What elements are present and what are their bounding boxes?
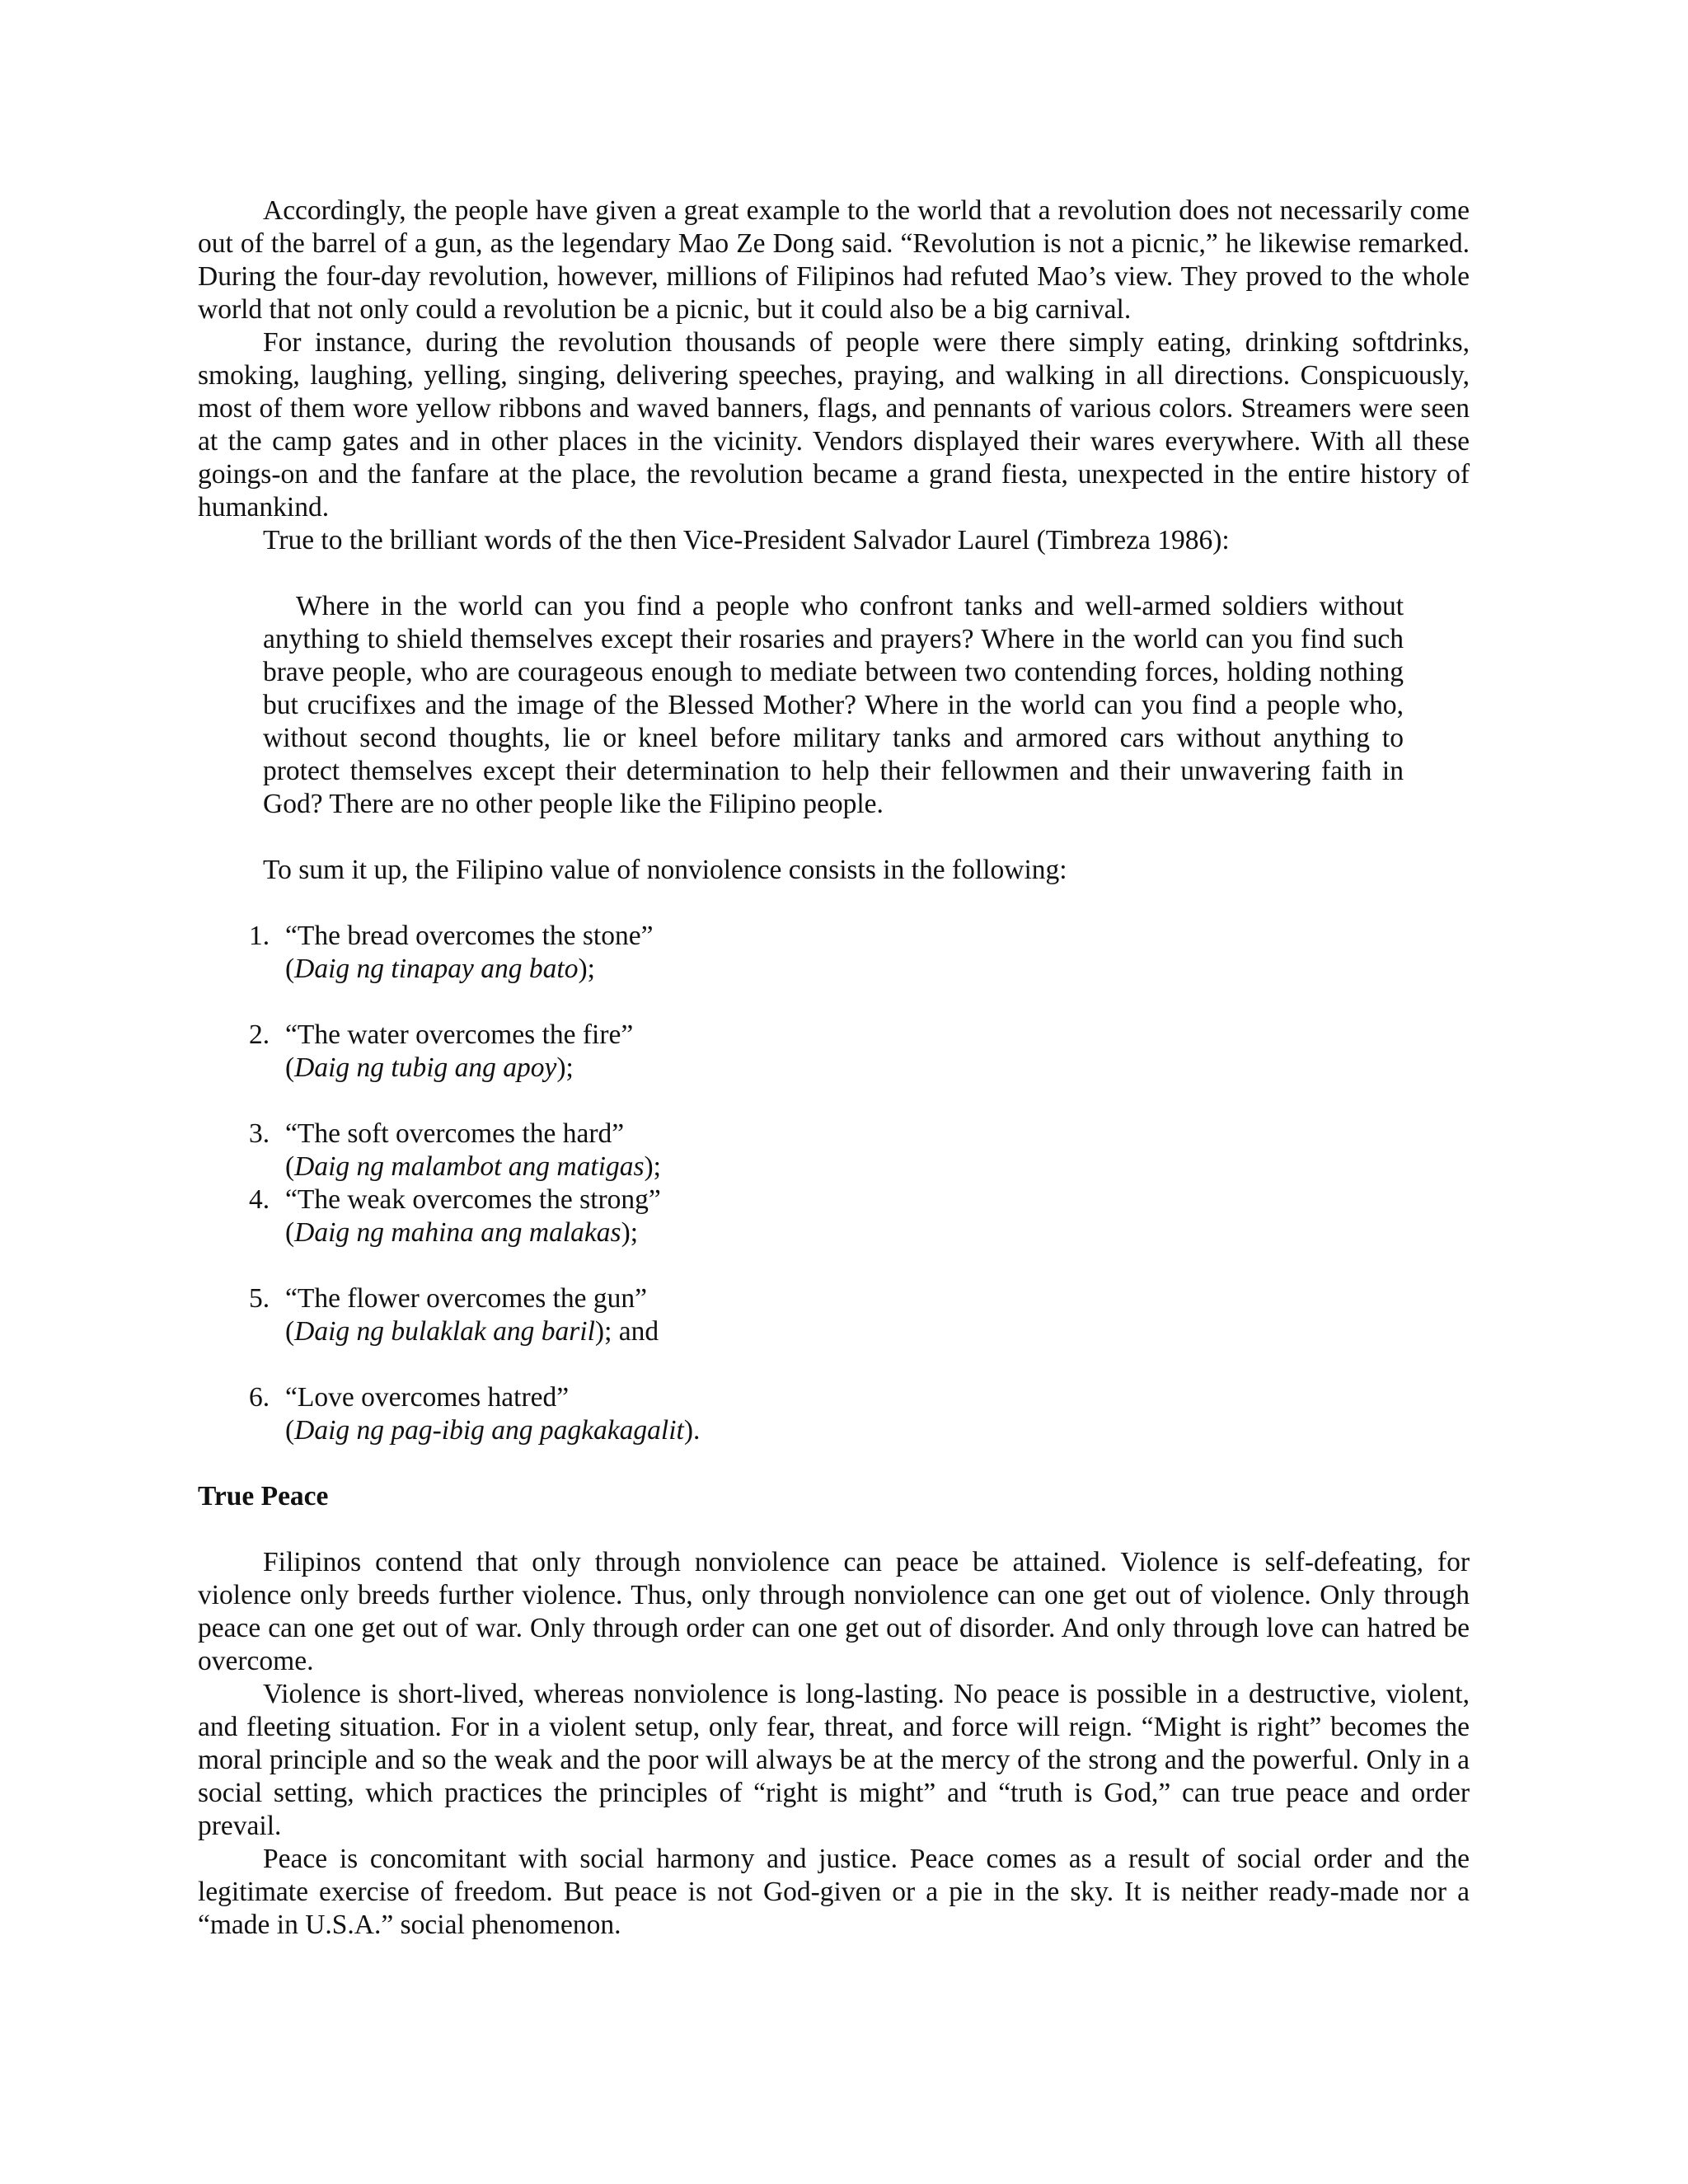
list-item — [198, 1381, 1470, 1447]
intro-paragraph: True to the brilliant words of the then Vice-President Salvador Laurel (Timbreza 1986): — [263, 525, 1230, 555]
list-item — [198, 920, 1470, 986]
saying-filipino: Daig ng malambot ang matigas — [294, 1151, 645, 1182]
saying-english: “The weak overcomes the strong” — [285, 1184, 661, 1215]
list-item-number: 3. — [249, 1118, 270, 1149]
saying-filipino: Daig ng mahina ang malakas — [294, 1217, 621, 1248]
saying-english: “The flower overcomes the gun” — [285, 1283, 648, 1314]
list-item — [198, 1019, 1470, 1085]
saying-filipino-line: (Daig ng malambot ang matigas); — [285, 1151, 661, 1182]
sayings-list — [198, 920, 1470, 1447]
saying-filipino: Daig ng bulaklak ang baril — [294, 1316, 595, 1347]
summary-intro: To sum it up, the Filipino value of nonviolence consists in the following: — [263, 855, 1067, 885]
section-paragraph: Peace is concomitant with social harmony and justice. Peace comes as a result of social order and the legitimate exercise of freedom. But peace is not God-given or a pie in the sky. It is neither ready-made nor a “made in U.S.A.” social phenomenon. — [198, 1844, 1470, 1940]
section-paragraph: Violence is short-lived, whereas nonviolence is long-lasting. No peace is possible in a destructive, violent, and fleeting situation. For in a violent setup, only fear, threat, and force will reign. “Might is right” becomes the moral principle and so the weak and the poor will always be at the mercy of the strong and the powerful. Only in a social setting, which practices the principles of “right is might” and “truth is God,” can true peace and order prevail. — [198, 1679, 1470, 1841]
list-item — [198, 1183, 1470, 1249]
intro-paragraph: For instance, during the revolution thousands of people were there simply eating, drinking softdrinks, smoking, laughing, yelling, singing, delivering speeches, praying, and walking in all directions. Conspicuously, most of them wore yellow ribbons and waved banners, flags, and pennants of various colors. Streamers were seen at the camp gates and in other places in the vicinity. Vendors displayed their wares everywhere. With all these goings-on and the fanfare at the place, the revolution became a grand fiesta, unexpected in the entire history of humankind. — [198, 327, 1470, 523]
list-item-number: 4. — [249, 1184, 270, 1215]
block-quote: Where in the world can you find a people who confront tanks and well-armed soldiers without anything to shield themselves except their rosaries and prayers? Where in the world can you find such brave people, who are courageous enough to mediate between two contending forces, holding nothing but crucifixes and the image of the Blessed Mother? Where in the world can you find a people who, without second thoughts, lie or kneel before military tanks and armored cars without anything to protect themselves except their determination to help their fellowmen and their unwavering faith in God? There are no other people like the Filipino people. — [263, 591, 1404, 819]
list-item-number: 1. — [249, 921, 270, 951]
list-item-number: 5. — [249, 1283, 270, 1314]
saying-filipino-line: (Daig ng mahina ang malakas); — [285, 1217, 639, 1248]
saying-filipino-line: (Daig ng pag-ibig ang pagkakagalit). — [285, 1415, 701, 1446]
saying-filipino: Daig ng tinapay ang bato — [294, 954, 579, 984]
saying-english: “Love overcomes hatred” — [285, 1382, 570, 1413]
list-item — [198, 1282, 1470, 1348]
list-item-number: 2. — [249, 1019, 270, 1050]
section-heading: True Peace — [198, 1481, 329, 1511]
saying-filipino-line: (Daig ng tubig ang apoy); — [285, 1052, 574, 1083]
saying-english: “The soft overcomes the hard” — [285, 1118, 625, 1149]
saying-filipino: Daig ng tubig ang apoy — [294, 1052, 557, 1083]
list-item-number: 6. — [249, 1382, 270, 1413]
saying-english: “The bread overcomes the stone” — [285, 921, 654, 951]
section-paragraph: Filipinos contend that only through nonviolence can peace be attained. Violence is self-defeating, for violence only breeds further violence. Thus, only through nonviolence can one get out of violence. Only through peace can one get out of war. Only through order can one get out of disorder. And only through love can hatred be overcome. — [198, 1547, 1470, 1676]
saying-filipino: Daig ng pag-ibig ang pagkakagalit — [294, 1415, 684, 1446]
saying-filipino-line: (Daig ng tinapay ang bato); — [285, 954, 595, 984]
list-item — [198, 1118, 1470, 1183]
saying-english: “The water overcomes the fire” — [285, 1019, 634, 1050]
saying-filipino-line: (Daig ng bulaklak ang baril); and — [285, 1316, 659, 1347]
document-page — [198, 194, 1470, 1942]
intro-paragraph: Accordingly, the people have given a great example to the world that a revolution does not necessarily come out of the barrel of a gun, as the legendary Mao Ze Dong said. “Revolution is not a picnic,” he likewise remarked. During the four-day revolution, however, millions of Filipinos had refuted Mao’s view. They proved to the whole world that not only could a revolution be a picnic, but it could also be a big carnival. — [198, 195, 1470, 325]
